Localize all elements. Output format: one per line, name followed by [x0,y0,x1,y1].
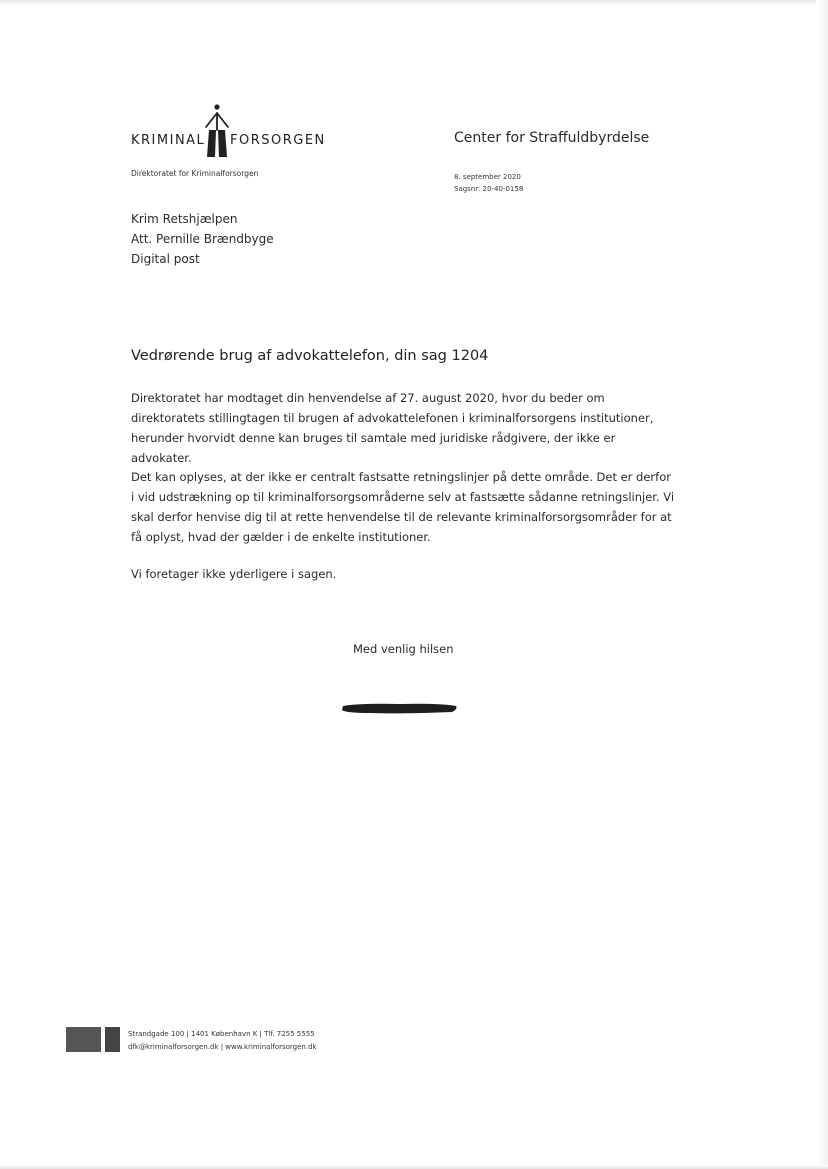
scan-edge-top [0,0,828,6]
department-name: Center for Straffuldbyrdelse [454,130,650,146]
delivery-method: Digital post [131,252,200,266]
recipient-attention: Att. Pernille Brændbyge [131,232,274,246]
logo-word-right: FORSORGEN [230,133,326,148]
redacted-signature [340,701,458,715]
org-subtitle: Direktoratet for Kriminalforsorgen [131,169,259,178]
body-paragraph-2: Det kan oplyses, at der ikke er centralt fastsatte retningslinjer på dette område. Det er derfor i vid udstrækning op til kriminalforsorgsområderne selv at fastsætte sådanne retningslinjer. Vi skal derfor henvise dig til at rette henvendelse til de relevante kriminalforsorgsområder for at få oplyst, hvad der gælder i de enkelte institutioner. [131,470,675,544]
footer-bar-wide [66,1027,101,1052]
kriminalforsorgen-logo [131,103,331,159]
closing-greeting: Med venlig hilsen [353,642,454,656]
body-paragraph-3: Vi foretager ikke yderligere i sagen. [131,567,337,581]
footer-contact: dfk@kriminalforsorgen.dk | www.kriminalforsorgen.dk [128,1043,317,1051]
footer-address: Strandgade 100 | 1401 København K | Tlf. 7255 5555 [128,1030,315,1038]
recipient-block [131,209,274,269]
body-paragraph-1: Direktoratet har modtaget din henvendelse af 27. august 2020, hvor du beder om direktoratets stillingtagen til brugen af advokattelefonen i kriminalforsorgens institutioner, herunder hvorvidt denne kan bruges til samtale med juridiske rådgivere, der ikke er advokater. [131,391,654,465]
case-number-line [454,185,523,193]
scan-edge-bottom [0,1165,828,1169]
letter-date: 8. september 2020 [454,173,521,181]
person-figure-icon [202,103,232,159]
case-label: Sagsnr: [454,185,481,193]
letter-subject: Vedrørende brug af advokattelefon, din sag 1204 [131,348,489,364]
scan-edge-right [816,0,828,1169]
logo-word-left: KRIMINAL [131,133,206,148]
recipient-name: Krim Retshjælpen [131,212,238,226]
case-number: 20-40-0158 [482,185,524,193]
footer-bar-narrow [105,1027,120,1052]
